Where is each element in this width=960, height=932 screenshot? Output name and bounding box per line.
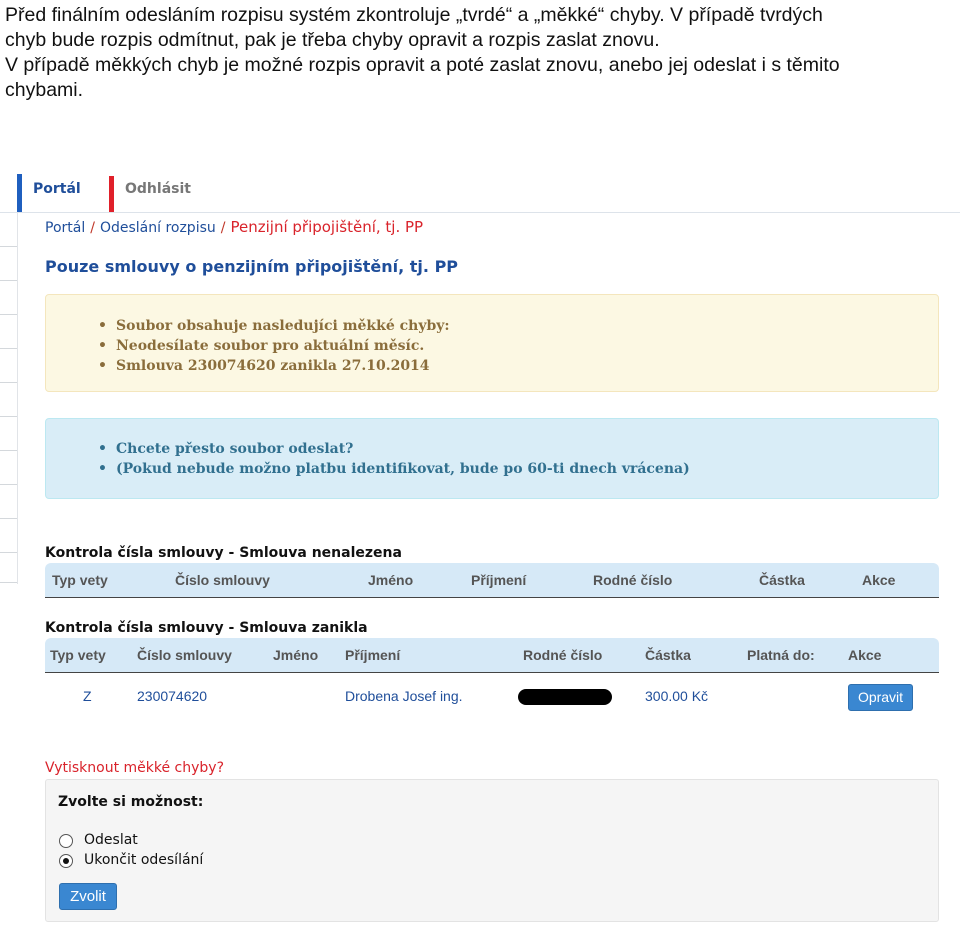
- breadcrumb-send-schedule[interactable]: Odeslání rozpisu: [99, 220, 216, 236]
- cell-amount: 300.00 Kč: [645, 688, 709, 704]
- column-header: Číslo smlouvy: [137, 647, 232, 663]
- column-header: Typ vety: [52, 572, 108, 588]
- column-header: Akce: [862, 572, 896, 588]
- column-header: Rodné číslo: [523, 647, 603, 663]
- instruction-line: Před finálním odesláním rozpisu systém zkontroluje „tvrdé“ a „měkké“ chyby. V případě tvrdých: [5, 4, 823, 26]
- page-title: Pouze smlouvy o penzijním připojištění, tj. PP: [45, 257, 459, 276]
- breadcrumb-separator: /: [220, 220, 226, 236]
- choice-panel: [45, 779, 939, 922]
- cell-surname: Drobena Josef ing.: [345, 688, 463, 704]
- column-header: Jméno: [273, 647, 319, 663]
- column-header: Číslo smlouvy: [175, 572, 270, 588]
- soft-errors-alert: [45, 294, 939, 392]
- cell-contract-number: 230074620: [137, 688, 208, 704]
- instruction-text: [5, 3, 955, 103]
- left-gutter: [0, 212, 18, 582]
- breadcrumb-separator: /: [90, 220, 95, 236]
- redacted-birth-number: [518, 689, 612, 705]
- instruction-line: V případě měkkých chyb je možné rozpis opravit a poté zaslat znovu, anebo jej odeslat i s těmito: [5, 54, 840, 76]
- instruction-line: chyb bude rozpis odmítnut, pak je třeba chyby opravit a rozpis zaslat znovu.: [5, 29, 660, 51]
- column-header: Typ vety: [50, 647, 106, 663]
- option-label: Odeslat: [84, 832, 138, 848]
- column-header: Rodné číslo: [593, 572, 673, 588]
- choice-title: Zvolte si možnost:: [58, 794, 204, 810]
- breadcrumb-portal[interactable]: Portál: [45, 220, 86, 236]
- nav-logout-link[interactable]: Odhlásit: [109, 176, 191, 212]
- expired-table-header: [45, 638, 939, 673]
- nav-portal-link[interactable]: Portál: [17, 174, 81, 212]
- info-item: • (Pokud nebude možno platbu identifikovat, bude po 60-ti dnech vrácena): [46, 459, 938, 479]
- cell-typ: Z: [83, 688, 92, 704]
- not-found-table-title: Kontrola čísla smlouvy - Smlouva nenalezena: [45, 545, 402, 561]
- column-header: Akce: [848, 647, 882, 663]
- column-header: Jméno: [368, 572, 414, 588]
- nav-divider: [0, 212, 960, 213]
- column-header: Částka: [759, 572, 805, 588]
- column-header: Částka: [645, 647, 691, 663]
- warning-item: • Smlouva 230074620 zanikla 27.10.2014: [46, 356, 938, 376]
- radio-button[interactable]: [59, 834, 73, 848]
- expired-table-title: Kontrola čísla smlouvy - Smlouva zanikla: [45, 620, 368, 636]
- instruction-line: chybami.: [5, 79, 84, 101]
- confirm-send-info: [45, 418, 939, 499]
- choose-button[interactable]: Zvolit: [59, 883, 117, 910]
- fix-button[interactable]: Opravit: [848, 684, 913, 711]
- warning-item: • Soubor obsahuje nasledujíci měkké chyby:: [46, 316, 938, 336]
- breadcrumb-current: Penzijní připojištění, tj. PP: [230, 218, 424, 236]
- top-nav: [17, 174, 297, 212]
- breadcrumb: [45, 218, 423, 236]
- option-label: Ukončit odesílání: [84, 852, 204, 868]
- column-header: Platná do:: [747, 647, 815, 663]
- column-header: Příjmení: [345, 647, 401, 663]
- radio-button-checked[interactable]: [59, 854, 73, 868]
- info-item: • Chcete přesto soubor odeslat?: [46, 439, 938, 459]
- warning-item: • Neodesílate soubor pro aktuální měsíc.: [46, 336, 938, 356]
- print-soft-errors-link[interactable]: Vytisknout měkké chyby?: [45, 760, 225, 776]
- table-row: [45, 674, 939, 714]
- not-found-table-header: [45, 563, 939, 598]
- column-header: Příjmení: [471, 572, 527, 588]
